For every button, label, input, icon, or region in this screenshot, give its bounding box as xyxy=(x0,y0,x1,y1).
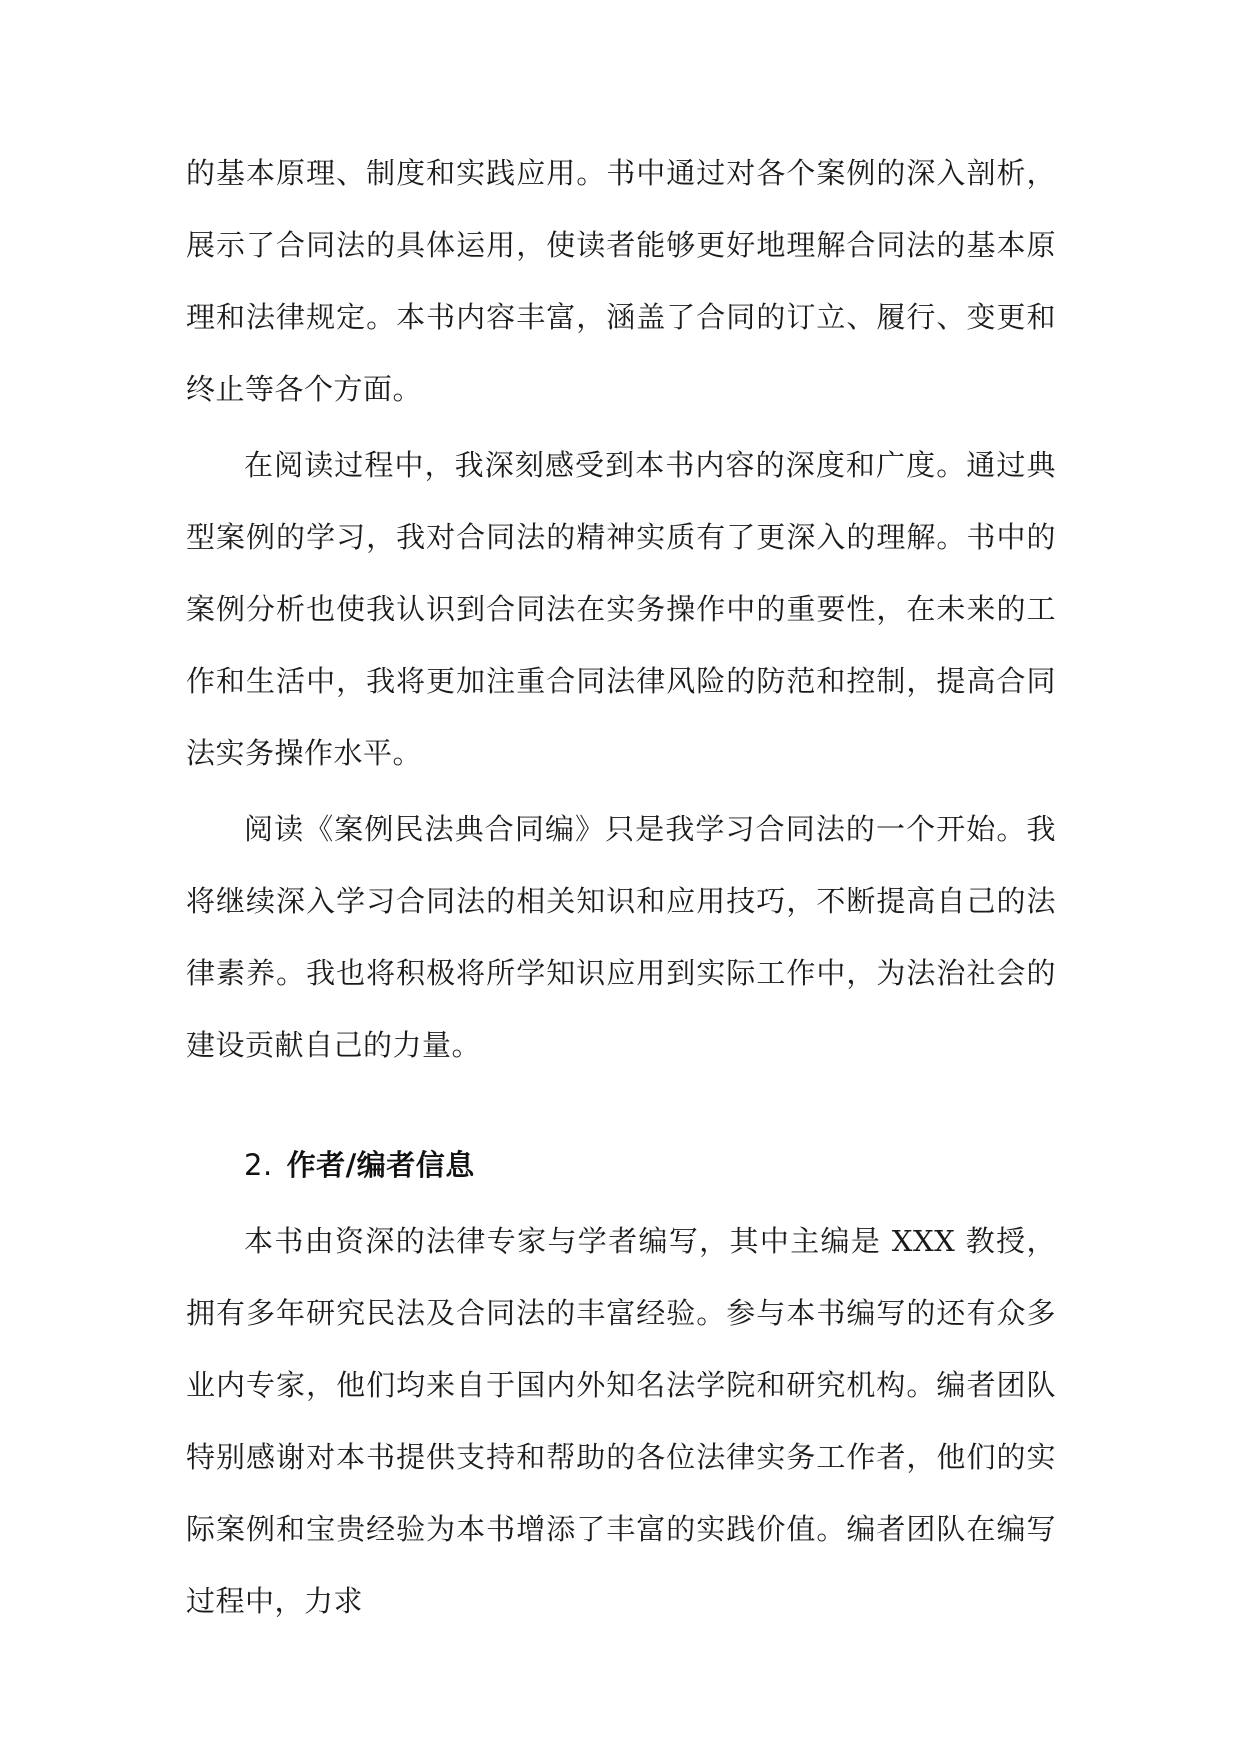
paragraph-reading-experience: 在阅读过程中，我深刻感受到本书内容的深度和广度。通过典型案例的学习，我对合同法的精神实质有了更深入的理解。书中的案例分析也使我认识到合同法在实务操作中的重要性，在未来的工作和生活中，我将更加注重合同法律风险的防范和控制，提高合同法实务操作水平。 xyxy=(186,448,1056,770)
section-heading xyxy=(186,1129,1056,1201)
paragraph-continuation: 的基本原理、制度和实践应用。书中通过对各个案例的深入剖析，展示了合同法的具体运用，使读者能够更好地理解合同法的基本原理和法律规定。本书内容丰富，涵盖了合同的订立、履行、变更和终止等各个方面。 xyxy=(186,156,1056,406)
section-number: 2. xyxy=(244,1148,273,1182)
paragraph-reading-conclusion: 阅读《案例民法典合同编》只是我学习合同法的一个开始。我将继续深入学习合同法的相关知识和应用技巧，不断提高自己的法律素养。我也将积极将所学知识应用到实际工作中，为法治社会的建设贡献自己的力量。 xyxy=(186,812,1056,1062)
document-body xyxy=(186,137,1056,1641)
paragraph-author-info: 本书由资深的法律专家与学者编写，其中主编是 XXX 教授，拥有多年研究民法及合同法的丰富经验。参与本书编写的还有众多业内专家，他们均来自于国内外知名法学院和研究机构。编者团队特别感谢对本书提供支持和帮助的各位法律实务工作者，他们的实际案例和宝贵经验为本书增添了丰富的实践价值。编者团队在编写过程中，力求 xyxy=(186,1224,1056,1618)
section-title: 作者/编者信息 xyxy=(286,1148,475,1182)
